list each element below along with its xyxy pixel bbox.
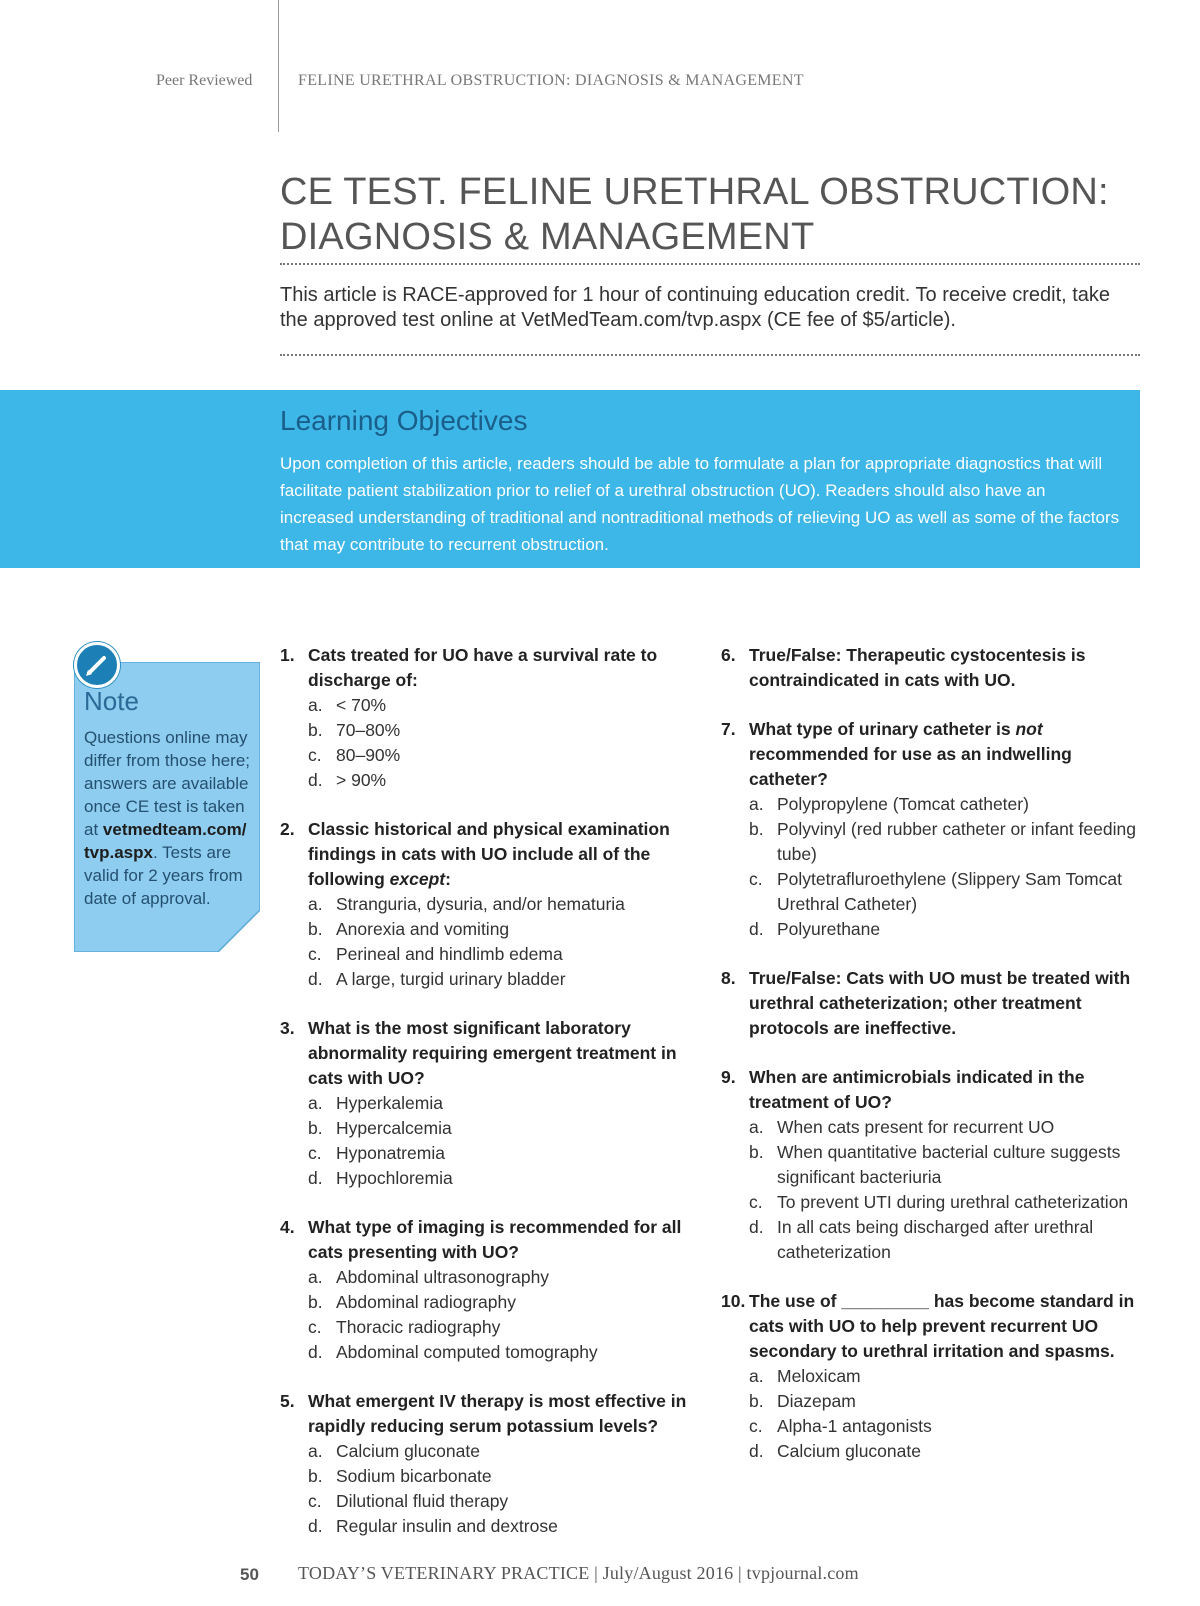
- option-text: Calcium gluconate: [336, 1441, 480, 1461]
- question-text: What type of imaging is recommended for all cats presenting with UO?: [308, 1217, 682, 1262]
- option-text: Sodium bicarbonate: [336, 1466, 492, 1486]
- option-letter: c.: [308, 1491, 322, 1511]
- question-number: 9.: [721, 1067, 736, 1087]
- option: [280, 942, 700, 967]
- question-suffix: recommended for use as an indwelling catheter?: [749, 744, 1072, 789]
- option: [280, 768, 700, 793]
- option-letter: c.: [749, 1416, 763, 1436]
- question-number: 2.: [280, 819, 295, 839]
- page-title-line1: CE TEST. FELINE URETHRAL OBSTRUCTION:: [280, 171, 1109, 213]
- option: [280, 1315, 700, 1340]
- option-letter: b.: [308, 1466, 323, 1486]
- option-text: 70–80%: [336, 720, 401, 740]
- option-letter: c.: [749, 1192, 763, 1212]
- question-stem: [721, 966, 1141, 1041]
- option-letter: d.: [749, 1217, 764, 1237]
- question-stem: [280, 1389, 700, 1439]
- question-text: What emergent IV therapy is most effective in rapidly reducing serum potassium levels?: [308, 1391, 687, 1436]
- note-text: [84, 726, 256, 910]
- option-text: Polyurethane: [777, 919, 881, 939]
- learning-objectives-text: Upon completion of this article, readers should be able to formulate a plan for appropriate diagnostics that will facilitate patient stabilization prior to relief of a urethral obstruction (UO). Readers should also have an increased understanding of traditional and nontraditional methods of relieving UO as well as some of the factors that may contribute to recurrent obstruction.: [280, 454, 1120, 554]
- option-letter: d.: [308, 1342, 323, 1362]
- pencil-icon: [74, 642, 120, 688]
- option: [280, 1141, 700, 1166]
- note-title: Note: [84, 686, 139, 716]
- option-letter: b.: [308, 919, 323, 939]
- question-text: What type of urinary catheter is: [749, 719, 1016, 739]
- option-text: > 90%: [336, 770, 387, 790]
- question-stem: [280, 643, 700, 693]
- question-suffix: :: [445, 869, 451, 889]
- option-letter: b.: [749, 819, 764, 839]
- option-text: Stranguria, dysuria, and/or hematuria: [336, 894, 625, 914]
- option-letter: d.: [749, 1441, 764, 1461]
- option-text: Alpha-1 antagonists: [777, 1416, 932, 1436]
- option: [280, 967, 700, 992]
- option: [280, 1514, 700, 1539]
- option: [721, 1389, 1141, 1414]
- question-stem: [721, 643, 1141, 693]
- option-text: Hyponatremia: [336, 1143, 445, 1163]
- option-letter: a.: [308, 894, 323, 914]
- note-box: [74, 662, 260, 952]
- option-letter: a.: [308, 695, 323, 715]
- option-text: Hypochloremia: [336, 1168, 453, 1188]
- header-divider: [278, 0, 279, 132]
- option-text: Hyperkalemia: [336, 1093, 443, 1113]
- question-text: What is the most significant laboratory abnormality requiring emergent treatment in cats with UO?: [308, 1018, 677, 1088]
- option-letter: d.: [749, 919, 764, 939]
- question-6: [721, 643, 1141, 693]
- note-text-after: . Tests are valid for 2 years from date of approval.: [84, 843, 243, 908]
- page-title: [280, 170, 1140, 260]
- question-1: [280, 643, 700, 793]
- question-text: True/False: Therapeutic cystocentesis is contraindicated in cats with UO.: [749, 645, 1086, 690]
- question-emphasis: except: [389, 869, 446, 889]
- page-number: 50: [240, 1565, 259, 1584]
- question-text: When are antimicrobials indicated in the treatment of UO?: [749, 1067, 1085, 1112]
- question-number: 3.: [280, 1018, 295, 1038]
- option: [280, 1091, 700, 1116]
- page-title-line2: DIAGNOSIS & MANAGEMENT: [280, 216, 815, 258]
- option-letter: d.: [308, 969, 323, 989]
- option-letter: a.: [308, 1441, 323, 1461]
- question-5: [280, 1389, 700, 1539]
- question-7: [721, 717, 1141, 942]
- question-stem: [721, 1289, 1141, 1364]
- option-letter: b.: [749, 1142, 764, 1162]
- note-text-before: Questions online may differ from those here; answers are available once CE test is taken at: [84, 728, 250, 839]
- option: [280, 1464, 700, 1489]
- option-text: Perineal and hindlimb edema: [336, 944, 563, 964]
- question-number: 8.: [721, 968, 736, 988]
- option-letter: c.: [308, 1143, 322, 1163]
- dotted-divider-bottom: [280, 354, 1140, 356]
- question-number: 1.: [280, 645, 295, 665]
- question-number: 6.: [721, 645, 736, 665]
- option-text: Polypropylene (Tomcat catheter): [777, 794, 1029, 814]
- option-text: A large, turgid urinary bladder: [336, 969, 566, 989]
- option-letter: a.: [749, 1117, 764, 1137]
- option-letter: a.: [308, 1093, 323, 1113]
- option-text: Regular insulin and dextrose: [336, 1516, 558, 1536]
- option-letter: c.: [308, 944, 322, 964]
- option: [280, 718, 700, 743]
- option: [280, 1166, 700, 1191]
- option: [280, 1116, 700, 1141]
- option-letter: d.: [308, 1516, 323, 1536]
- question-stem: [721, 1065, 1141, 1115]
- option-text: Hypercalcemia: [336, 1118, 452, 1138]
- option: [280, 1439, 700, 1464]
- footer-journal: TODAY’S VETERINARY PRACTICE | July/August 2016 | tvpjournal.com: [298, 1563, 859, 1583]
- question-emphasis: not: [1015, 719, 1043, 739]
- option: [280, 1340, 700, 1365]
- option: [721, 1190, 1141, 1215]
- option-text: Polyvinyl (red rubber catheter or infant feeding tube): [777, 819, 1136, 864]
- question-text: The use of _________ has become standard in cats with UO to help prevent recurrent UO secondary to urethral irritation and spasms.: [749, 1291, 1135, 1361]
- question-stem: [721, 717, 1141, 792]
- option: [721, 792, 1141, 817]
- question-4: [280, 1215, 700, 1365]
- option-text: To prevent UTI during urethral catheterization: [777, 1192, 1129, 1212]
- option: [721, 1215, 1141, 1265]
- question-number: 10.: [721, 1291, 746, 1311]
- question-2: [280, 817, 700, 992]
- option-letter: d.: [308, 1168, 323, 1188]
- option: [280, 693, 700, 718]
- option-letter: a.: [749, 794, 764, 814]
- question-stem: [280, 1016, 700, 1091]
- option-letter: b.: [308, 1292, 323, 1312]
- option: [721, 1115, 1141, 1140]
- option-text: Anorexia and vomiting: [336, 919, 510, 939]
- question-text: Classic historical and physical examination findings in cats with UO include all of the following: [308, 819, 670, 889]
- question-10: [721, 1289, 1141, 1464]
- option: [280, 917, 700, 942]
- option-text: When quantitative bacterial culture suggests significant bacteriuria: [777, 1142, 1121, 1187]
- intro-paragraph: This article is RACE-approved for 1 hour of continuing education credit. To receive credit, take the approved test online at VetMedTeam.com/tvp.aspx (CE fee of $5/article).: [280, 284, 1111, 331]
- option: [721, 867, 1141, 917]
- option: [280, 1265, 700, 1290]
- option-text: Abdominal ultrasonography: [336, 1267, 550, 1287]
- questions-column-right: [721, 643, 1141, 1488]
- question-3: [280, 1016, 700, 1191]
- question-9: [721, 1065, 1141, 1265]
- option: [280, 1290, 700, 1315]
- question-stem: [280, 817, 700, 892]
- option-letter: a.: [749, 1366, 764, 1386]
- option-text: Polytetrafluroethylene (Slippery Sam Tomcat Urethral Catheter): [777, 869, 1122, 914]
- option-letter: c.: [308, 1317, 322, 1337]
- option: [721, 817, 1141, 867]
- option-text: Thoracic radiography: [336, 1317, 501, 1337]
- option-letter: b.: [308, 720, 323, 740]
- option-letter: c.: [749, 869, 763, 889]
- learning-objectives-title: Learning Objectives: [280, 405, 528, 436]
- option-text: Dilutional fluid therapy: [336, 1491, 509, 1511]
- option-text: Abdominal computed tomography: [336, 1342, 598, 1362]
- option-text: 80–90%: [336, 745, 401, 765]
- header-section-title: FELINE URETHRAL OBSTRUCTION: DIAGNOSIS & MANAGEMENT: [298, 72, 804, 89]
- note-link[interactable]: vetmedteam.com/ tvp.aspx: [84, 820, 247, 862]
- option-text: In all cats being discharged after urethral catheterization: [777, 1217, 1094, 1262]
- option: [280, 892, 700, 917]
- questions-column-left: [280, 643, 700, 1563]
- option-text: Meloxicam: [777, 1366, 861, 1386]
- question-text: True/False: Cats with UO must be treated with urethral catheterization; other treatment protocols are ineffective.: [749, 968, 1131, 1038]
- option-text: When cats present for recurrent UO: [777, 1117, 1055, 1137]
- question-text: Cats treated for UO have a survival rate to discharge of:: [308, 645, 658, 690]
- option-letter: d.: [308, 770, 323, 790]
- question-number: 5.: [280, 1391, 295, 1411]
- option: [721, 1414, 1141, 1439]
- option-text: Calcium gluconate: [777, 1441, 921, 1461]
- header-peer-reviewed: Peer Reviewed: [156, 72, 253, 89]
- dotted-divider-top: [280, 263, 1140, 265]
- option: [721, 1140, 1141, 1190]
- question-8: [721, 966, 1141, 1041]
- question-number: 4.: [280, 1217, 295, 1237]
- option-letter: b.: [749, 1391, 764, 1411]
- option: [721, 917, 1141, 942]
- option-letter: b.: [308, 1118, 323, 1138]
- option-text: Abdominal radiography: [336, 1292, 516, 1312]
- question-stem: [280, 1215, 700, 1265]
- option-letter: a.: [308, 1267, 323, 1287]
- option-text: < 70%: [336, 695, 387, 715]
- option-text: Diazepam: [777, 1391, 856, 1411]
- option: [721, 1439, 1141, 1464]
- option: [721, 1364, 1141, 1389]
- question-number: 7.: [721, 719, 736, 739]
- option-letter: c.: [308, 745, 322, 765]
- option: [280, 1489, 700, 1514]
- option: [280, 743, 700, 768]
